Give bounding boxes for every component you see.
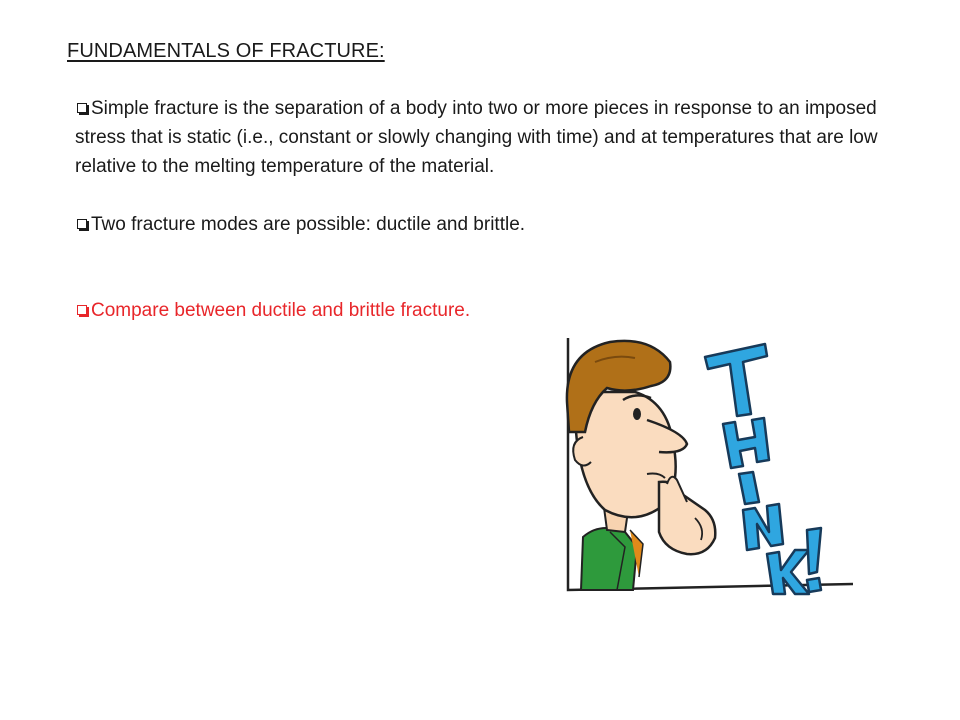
bullet-compare [75,296,905,325]
bullet-simple-fracture [75,94,905,181]
checkbox-bullet-icon [77,103,87,113]
checkbox-bullet-icon [77,219,87,229]
think-cartoon-icon [555,332,860,597]
checkbox-bullet-icon [77,305,87,315]
slide-title: FUNDAMENTALS OF FRACTURE: [67,40,385,62]
thinking-person-illustration [555,332,860,597]
bullet-text: Simple fracture is the separation of a body into two or more pieces in response to an imposed stress that is static (i.e., constant or slowly changing with time) and at temperatures that are low relative to the melting temperature of the material. [75,98,878,177]
bullet-fracture-modes [75,210,905,239]
bullet-text: Two fracture modes are possible: ductile and brittle. [91,214,526,235]
bullet-text: Compare between ductile and brittle fracture. [91,300,471,321]
